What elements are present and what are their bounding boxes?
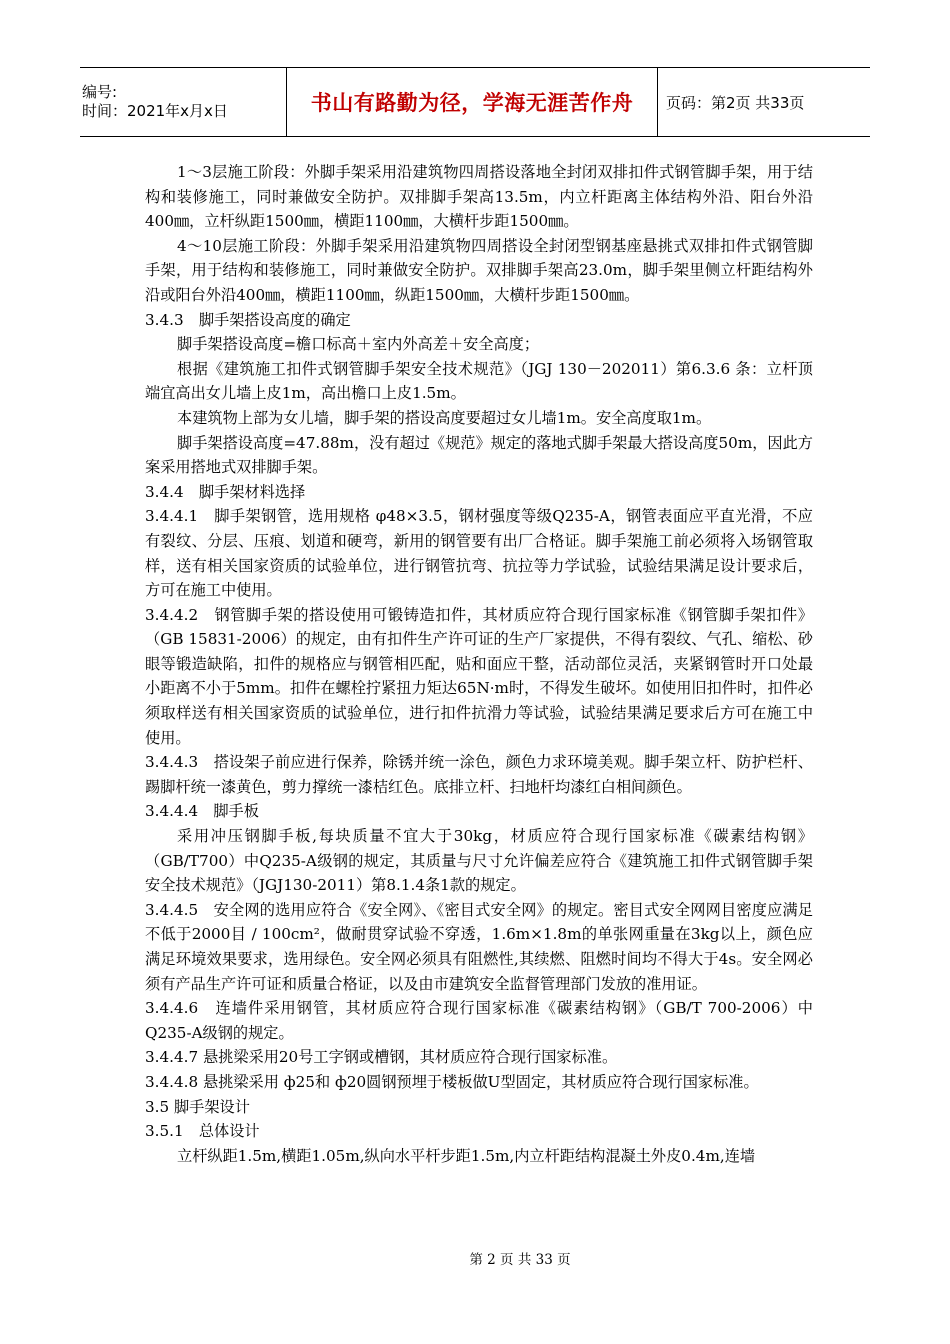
paragraph: 脚手架搭设高度=47.88m，没有超过《规范》规定的落地式脚手架最大搭设高度50m，因此方案采用搭地式双排脚手架。 — [145, 433, 813, 477]
document-body — [145, 160, 813, 1168]
header-page-cell — [658, 68, 870, 136]
paragraph: 立杆纵距1.5m,横距1.05m,纵向水平杆步距1.5m,内立杆距结构混凝土外皮0.4m,连墙 — [177, 1146, 756, 1165]
section-heading: 3.4.4.4 脚手板 — [145, 802, 259, 821]
document-number-label: 编号: — [82, 83, 118, 101]
footer-page-number: 第 2 页 共 33 页 — [469, 1252, 571, 1268]
paragraph: 3.4.4.1 脚手架钢管，选用规格 φ48×3.5，钢材强度等级Q235-A，钢管表面应平直光滑，不应有裂纹、分层、压痕、划道和硬弯，新用的钢管要有出厂合格证。脚手架施工前必须将入场钢管取样，送有相关国家资质的试验单位，进行钢管抗弯、抗拉等力学试验，试验结果满足设计要求后，方可在施工中使用。 — [145, 507, 813, 600]
paragraph: 3.4.4.6 连墙件采用钢管，其材质应符合现行国家标准《碳素结构钢》（GB/T 700-2006）中Q235-A级钢的规定。 — [145, 999, 813, 1042]
section-heading: 3.4.3 脚手架搭设高度的确定 — [145, 310, 351, 329]
paragraph: 3.4.4.5 安全网的选用应符合《安全网》、《密目式安全网》的规定。密目式安全网网目密度应满足不低于2000目 / 100cm²，做耐贯穿试验不穿透，1.6m×1.8m的单张网重量在3kg以上，颜色应满足环境效果要求，选用绿色。安全网必须具有阻燃性,其续燃、阻燃时间均不得大于4s。安全网必须有产品生产许可证和质量合格证，以及由市建筑安全监督管理部门发放的准用证。 — [145, 900, 813, 993]
section-heading: 3.5.1 总体设计 — [145, 1122, 260, 1141]
section-heading: 3.4.4 脚手架材料选择 — [145, 482, 306, 501]
section-heading: 3.5 脚手架设计 — [145, 1097, 250, 1116]
paragraph: 4～10层施工阶段：外脚手架采用沿建筑物四周搭设全封闭型钢基座悬挑式双排扣件式钢管脚手架，用于结构和装修施工，同时兼做安全防护。双排脚手架高23.0m，脚手架里侧立杆距结构外沿或阳台外沿400㎜，横距1100㎜，纵距1500㎜，大横杆步距1500㎜。 — [145, 236, 813, 304]
paragraph: 3.4.4.8 悬挑梁采用 ф25和 ф20圆钢预埋于楼板做U型固定，其材质应符合现行国家标准。 — [145, 1072, 759, 1091]
header-motto: 书山有路勤为径，学海无涯苦作舟 — [310, 91, 634, 115]
paragraph: 脚手架搭设高度=檐口标高＋室内外高差＋安全高度； — [177, 335, 540, 354]
paragraph: 3.4.4.3 搭设架子前应进行保养，除锈并统一涂色，颜色力求环境美观。脚手架立杆、防护栏杆、踢脚杆统一漆黄色，剪力撑统一漆桔红色。底排立杆、扫地杆均漆红白相间颜色。 — [145, 753, 813, 796]
page-header — [80, 67, 870, 137]
paragraph: 3.4.4.2 钢管脚手架的搭设使用可锻铸造扣件，其材质应符合现行国家标准《钢管脚手架扣件》（GB 15831-2006）的规定，由有扣件生产许可证的生产厂家提供，不得有裂纹、气孔、缩松、砂眼等锻造缺陷，扣件的规格应与钢管相匹配，贴和面应干整，活动部位灵活，夹紧钢管时开口处最小距离不小于5mm。扣件在螺栓拧紧扭力矩达65N·m时，不得发生破坏。如使用旧扣件时，扣件必须取样送有相关国家资质的试验单位，进行扣件抗滑力等试验，试验结果满足要求后方可在施工中使用。 — [145, 605, 813, 747]
paragraph: 1～3层施工阶段：外脚手架采用沿建筑物四周搭设落地全封闭双排扣件式钢管脚手架，用于结构和装修施工，同时兼做安全防护。双排脚手架高13.5m，内立杆距离主体结构外沿、阳台外沿400㎜，立杆纵距1500㎜，横距1100㎜，大横杆步距1500㎜。 — [145, 163, 813, 231]
paragraph: 3.4.4.7 悬挑梁采用20号工字钢或槽钢，其材质应符合现行国家标准。 — [145, 1048, 618, 1067]
paragraph: 本建筑物上部为女儿墙，脚手架的搭设高度要超过女儿墙1m。安全高度取1m。 — [177, 408, 712, 427]
document-date: 时间：2021年x月x日 — [82, 102, 228, 120]
paragraph: 根据《建筑施工扣件式钢管脚手架安全技术规范》（JGJ 130－202011）第6.3.6 条：立杆顶端宜高出女儿墙上皮1m，高出檐口上皮1.5m。 — [145, 359, 813, 403]
paragraph: 采用冲压钢脚手板,每块质量不宜大于30kg，材质应符合现行国家标准《碳素结构钢》（GB/T700）中Q235-A级钢的规定，其质量与尺寸允许偏差应符合《建筑施工扣件式钢管脚手架安全技术规范》（JGJ130-2011）第8.1.4条1款的规定。 — [145, 827, 813, 895]
page-footer — [0, 1248, 950, 1268]
header-meta — [80, 68, 287, 136]
header-page-number: 页码：第2页 共33页 — [666, 93, 805, 112]
header-motto-cell — [287, 68, 658, 136]
